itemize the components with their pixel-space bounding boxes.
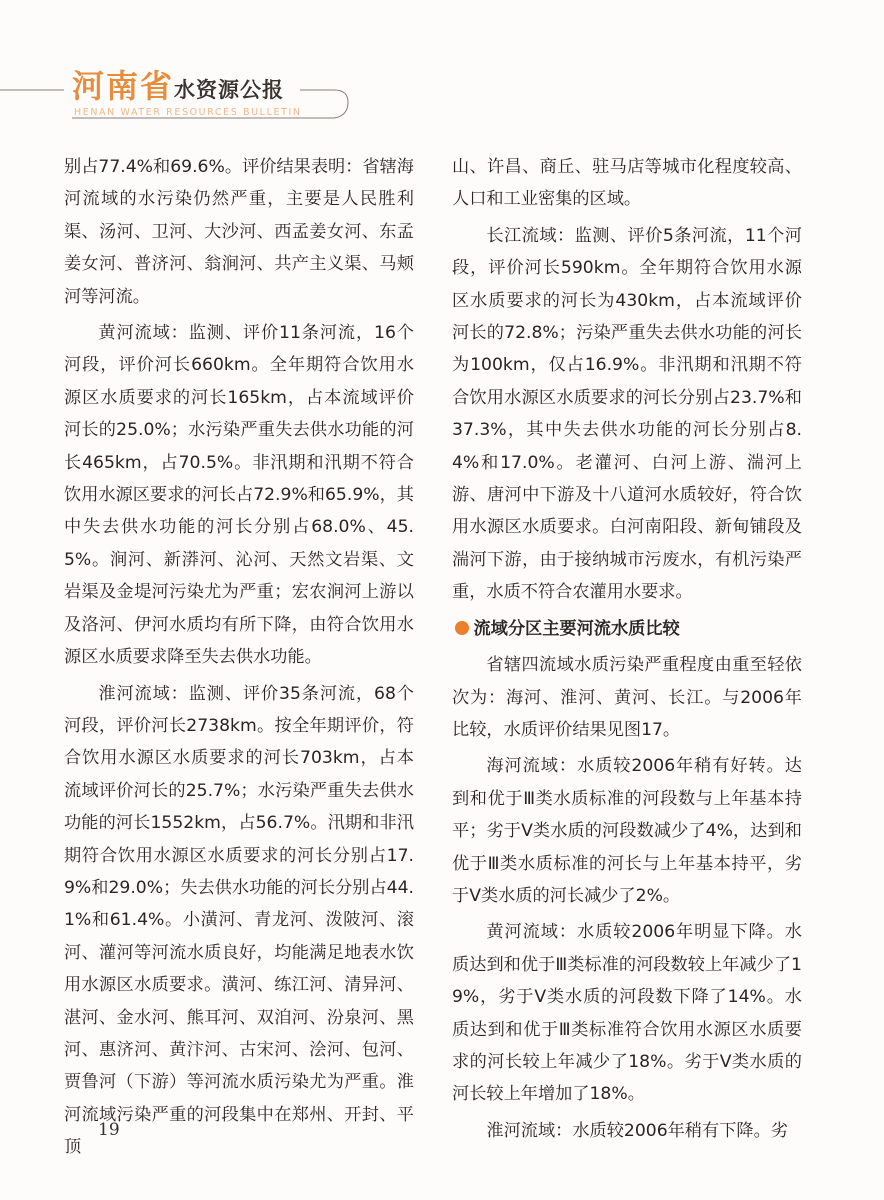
- publication-title: [72, 66, 284, 112]
- section-heading-text: 流域分区主要河流水质比较: [473, 618, 680, 639]
- page-number: 19: [98, 1120, 120, 1140]
- section-heading: [452, 613, 802, 645]
- publication-subtitle: HENAN WATER RESOURCES BULLETIN: [74, 107, 302, 118]
- paragraph-yellow-river-comparison: 黄河流域：水质较2006年明显下降。水质达到和优于Ⅲ类标准的河段数较上年减少了19%，劣于Ⅴ类水质的河段数下降了14%。水质达到和优于Ⅲ类标准符合饮用水源区水质要求的河长较上年减少了18%。劣于Ⅴ类水质的河长较上年增加了18%。: [452, 922, 802, 1105]
- paragraph-yangtze-river: 长江流域：监测、评价5条河流，11个河段，评价河长590km。全年期符合饮用水源区水质要求的河长为430km，占本流域评价河长的72.8%；污染严重失去供水功能的河长为100km，仅占16.9%。非汛期和汛期不符合饮用水源区水质要求的河长分别占23.7%和37.3%，其中失去供水功能的河长分别占8.4%和17.0%。老灌河、白河上游、湍河上游、唐河中下游及十八道河水质较好，符合饮用水源区水质要求。白河南阳段、新甸铺段及湍河下游，由于接纳城市污废水，有机污染严重，水质不符合农灌用水要求。: [452, 225, 802, 603]
- paragraph-yellow-river: 黄河流域：监测、评价11条河流，16个河段，评价河长660km。全年期符合饮用水源区水质要求的河长165km，占本流域评价河长的25.0%；水污染严重失去供水功能的河长465km，占70.5%。非汛期和汛期不符合饮用水源区要求的河长占72.9%和65.9%，其中失去供水功能的河长分别占68.0%、45.5%。涧河、新漭河、沁河、天然文岩渠、文岩渠及金堤河污染尤为严重；宏农涧河上游以及洛河、伊河水质均有所下降，由符合饮用水源区水质要求降至失去供水功能。: [64, 323, 414, 668]
- right-text-column: [452, 151, 802, 1151]
- paragraph-basin-ranking: 省辖四流域水质污染严重程度由重至轻依次为：海河、淮河、黄河、长江。与2006年比较，水质评价结果见图17。: [452, 655, 802, 740]
- paragraph-huai-river-continued: 山、许昌、商丘、驻马店等城市化程度较高、人口和工业密集的区域。: [452, 157, 802, 210]
- page-header: [0, 60, 884, 130]
- left-text-column: [64, 151, 414, 1168]
- bullet-dot-icon: [455, 621, 469, 635]
- paragraph-huai-river: 淮河流域：监测、评价35条河流，68个河段，评价河长2738km。按全年期评价，符合饮用水源区水质要求的河长703km，占本流域评价河长的25.7%；水污染严重失去供水功能的河长1552km，占56.7%。汛期和非汛期符合饮用水源区水质要求的河长分别占17.9%和29.0%；失去供水功能的河长分别占44.1%和61.4%。小潢河、青龙河、泼陂河、滚河、灌河等河流水质良好，均能满足地表水饮用水源区水质要求。潢河、练江河、清异河、湛河、金水河、熊耳河、双洎河、汾泉河、黑河、惠济河、黄汴河、古宋河、浍河、包河、贾鲁河（下游）等河流水质污染尤为严重。淮河流域污染严重的河段集中在郑州、开封、平顶: [64, 683, 414, 1158]
- paragraph-huai-river-comparison: 淮河流域：水质较2006年稍有下降。劣: [486, 1120, 788, 1141]
- paragraph-haihe-comparison: 海河流域：水质较2006年稍有好转。达到和优于Ⅲ类水质标准的河段数与上年基本持平；劣于Ⅴ类水质的河段数减少了4%，达到和优于Ⅲ类水质标准的河长与上年基本持平，劣于Ⅴ类水质的河长减少了2%。: [452, 756, 802, 906]
- publication-title-province: 河南省: [72, 67, 175, 105]
- paragraph-haihe-continued: 别占77.4%和69.6%。评价结果表明：省辖海河流域的水污染仍然严重，主要是人民胜利渠、汤河、卫河、大沙河、西孟姜女河、东孟姜女河、普济河、翁涧河、共产主义渠、马颊河等河流。: [64, 157, 414, 307]
- publication-title-bulletin: 水资源公报: [174, 77, 285, 102]
